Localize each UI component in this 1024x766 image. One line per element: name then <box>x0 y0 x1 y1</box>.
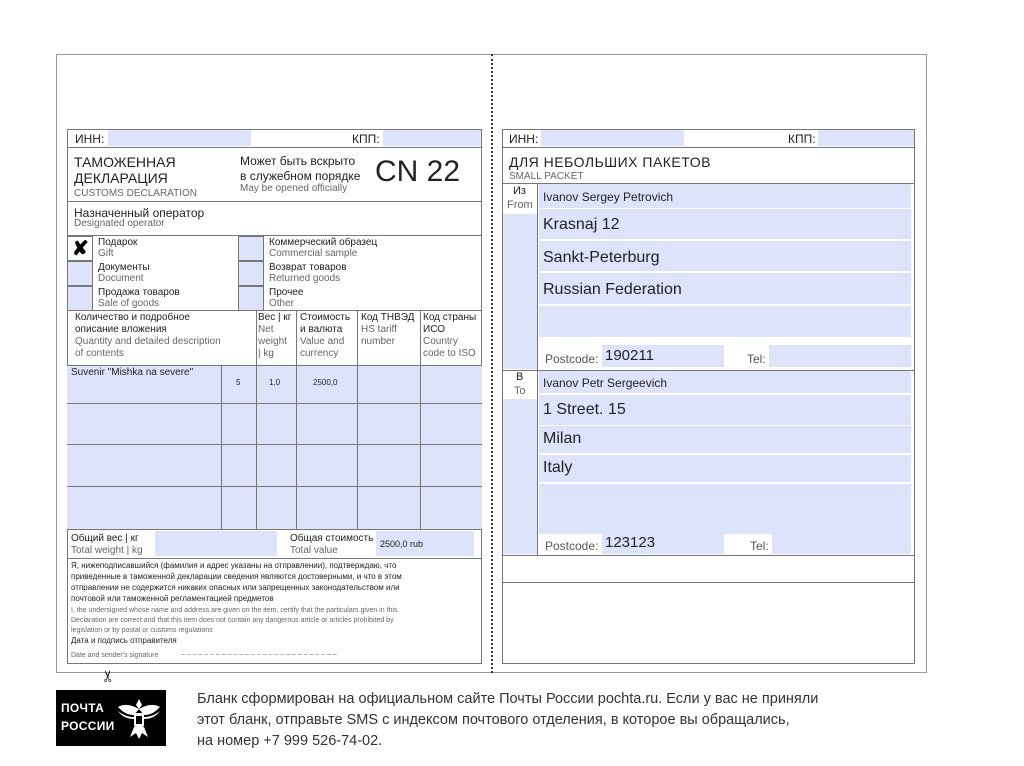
footer-line-2: этот бланк, отправьте SMS с индексом почтового отделения, в которое вы обращались, <box>197 712 790 728</box>
inn-label: ИНН: <box>75 132 105 146</box>
country-header-en-2: code to ISO <box>423 348 476 359</box>
weight-header-en-3: | kg <box>258 348 274 359</box>
declaration-en-3: legislation or by postal or customs regulations <box>71 627 213 634</box>
sender-postcode-label: Postcode: <box>545 352 599 366</box>
sender-name: Ivanov Sergey Petrovich <box>543 190 674 204</box>
weight-header-en-2: weight <box>258 336 287 347</box>
recipient-postcode: 123123 <box>605 534 656 551</box>
scissors-icon: ✂ <box>100 669 118 683</box>
hs-header-en-1: HS tariff <box>361 324 397 335</box>
category-label-en: Gift <box>98 248 114 259</box>
item-weight: 1,0 <box>269 378 281 387</box>
inn-input[interactable] <box>108 130 251 146</box>
value-header-ru-2: и валюта <box>300 324 343 335</box>
category-label-ru: Прочее <box>269 287 304 298</box>
recipient-line2-field[interactable] <box>539 426 911 453</box>
checkbox-document <box>67 261 93 286</box>
total-weight-ru: Общий вес | кг <box>71 533 139 544</box>
category-label-en: Document <box>98 273 144 284</box>
total-value-en: Total value <box>290 545 338 556</box>
recipient-name: Ivanov Petr Sergeevich <box>543 376 668 390</box>
customs-title-ru-2: ДЕКЛАРАЦИЯ <box>74 170 168 186</box>
may-open-en: May be opened officially <box>240 183 348 194</box>
category-label-ru: Коммерческий образец <box>269 237 378 248</box>
category-label-ru: Документы <box>98 262 150 273</box>
check-mark-icon: ✘ <box>72 238 89 260</box>
sender-postcode: 190211 <box>605 347 654 364</box>
desc-header-ru-2: описание вложения <box>75 324 167 335</box>
value-header-en-1: Value and <box>300 336 345 347</box>
total-weight-en: Total weight | kg <box>71 545 143 556</box>
category-label-en: Commercial sample <box>269 248 358 259</box>
small-packet-title-ru: ДЛЯ НЕБОЛЬШИХ ПАКЕТОВ <box>509 154 711 170</box>
sender-tel-label: Tel: <box>747 352 766 366</box>
category-label-en: Returned goods <box>269 273 341 284</box>
recipient-tel-label: Tel: <box>750 539 769 553</box>
declaration-en-1: I, the undersigned whose name and address are given on the item, certify that the particulars given in this <box>71 607 398 614</box>
kpp-input-right[interactable] <box>818 130 914 146</box>
inn-input-right[interactable] <box>541 130 684 146</box>
category-label-ru: Продажа товаров <box>98 287 180 298</box>
sender-line4-field[interactable] <box>539 306 911 337</box>
category-returned[interactable] <box>238 261 482 286</box>
sender-line1: Krasnaj 12 <box>543 216 620 233</box>
signature-en: Date and sender's signature <box>71 652 159 659</box>
recipient-line4-field[interactable] <box>539 484 911 534</box>
category-label-en: Other <box>269 298 295 309</box>
country-header-ru-1: Код страны <box>423 312 477 323</box>
footer-line-3: на номер +7 999 526-74-02. <box>197 733 383 749</box>
checkbox-sale <box>67 286 93 311</box>
from-label-en: From <box>507 199 533 211</box>
signature-ru: Дата и подпись отправителя <box>71 636 177 645</box>
item-qty: 5 <box>236 378 241 387</box>
item-value: 2500,0 <box>313 378 338 387</box>
inn-label-right: ИНН: <box>509 132 539 146</box>
sender-line2: Sankt-Peterburg <box>543 249 660 266</box>
value-header-en-2: currency <box>300 348 339 359</box>
customs-title-ru-1: ТАМОЖЕННАЯ <box>74 154 176 170</box>
recipient-line3: Italy <box>543 459 573 476</box>
category-label-ru: Возврат товаров <box>269 262 347 273</box>
declaration-ru-3: отправлении не содержится никаких опасных или запрещенных законодательством или <box>71 583 400 592</box>
hs-header-ru: Код ТНВЭД <box>361 312 415 323</box>
may-open-ru-1: Может быть вскрыто <box>240 154 356 168</box>
recipient-line3-field[interactable] <box>539 455 911 482</box>
russian-post-logo <box>56 690 166 746</box>
total-value: 2500,0 rub <box>380 539 424 549</box>
category-commercial[interactable] <box>238 236 482 261</box>
to-side-fill <box>503 399 537 554</box>
weight-header-ru: Вес | кг <box>258 312 292 323</box>
may-open-ru-2: в служебном порядке <box>240 169 361 183</box>
category-label-en: Sale of goods <box>98 298 160 309</box>
from-side-fill <box>503 214 537 369</box>
small-packet-title-en: SMALL PACKET <box>509 171 584 182</box>
signature-line: – – – – – – – – – – – – – – – – – – – – – – – – – – – <box>181 651 337 658</box>
declaration-ru-4: почтовой или таможенной регламентацией предметов <box>71 594 274 603</box>
kpp-label-right: КПП: <box>788 132 816 146</box>
kpp-label: КПП: <box>352 132 380 146</box>
checkbox-other <box>238 286 264 311</box>
to-label-en: To <box>514 385 526 397</box>
logo-text-1: ПОЧТА <box>61 701 105 715</box>
desc-header-en-1: Quantity and detailed description <box>75 336 221 347</box>
cut-line <box>491 54 493 673</box>
desc-header-ru-1: Количество и подробное <box>75 312 190 323</box>
to-label-ru: В <box>516 371 524 383</box>
checkbox-gift <box>67 236 93 261</box>
total-weight-input[interactable] <box>155 531 277 556</box>
cn22-label: CN 22 <box>375 155 461 188</box>
operator-en: Designated operator <box>74 218 165 229</box>
country-header-en-1: Country <box>423 336 459 347</box>
recipient-line2: Milan <box>543 430 582 447</box>
desc-header-en-2: of contents <box>75 348 124 359</box>
declaration-ru-2: приведенные в таможенной декларации сведения являются достоверными, и что в этом <box>71 572 402 581</box>
item-description: Suvenir "Mishka na severe" <box>71 367 194 378</box>
checkbox-commercial <box>238 236 264 261</box>
recipient-line1: 1 Street. 15 <box>543 401 626 418</box>
hs-header-en-2: number <box>361 336 395 347</box>
category-label-ru: Подарок <box>98 237 138 248</box>
customs-title-en: CUSTOMS DECLARATION <box>74 188 197 199</box>
recipient-postcode-label: Postcode: <box>545 539 599 553</box>
value-header-ru-1: Стоимость <box>300 312 351 323</box>
country-header-ru-2: ИСО <box>423 324 445 335</box>
recipient-tel-field[interactable] <box>772 534 911 554</box>
operator-ru: Назначенный оператор <box>74 206 205 220</box>
sender-tel-field[interactable] <box>769 345 911 367</box>
kpp-input[interactable] <box>383 130 481 146</box>
weight-header-en-1: Net <box>258 324 274 335</box>
category-other[interactable] <box>238 286 482 311</box>
logo-text-2: РОССИИ <box>61 719 115 733</box>
footer-line-1: Бланк сформирован на официальном сайте Почты России pochta.ru. Если у вас не приняли <box>197 691 819 707</box>
checkbox-returned <box>238 261 264 286</box>
declaration-en-2: Declaration are correct and that this item does not contain any dangerous article or articles prohibited by <box>71 617 394 624</box>
eagle-emblem-icon <box>114 693 164 743</box>
sender-line3: Russian Federation <box>543 281 682 298</box>
total-value-ru: Общая стоимость <box>290 533 374 544</box>
from-label-ru: Из <box>513 185 526 197</box>
declaration-ru-1: Я, нижеподписавшийся (фамилия и адрес указаны на отправлении), подтверждаю, что <box>71 561 397 570</box>
